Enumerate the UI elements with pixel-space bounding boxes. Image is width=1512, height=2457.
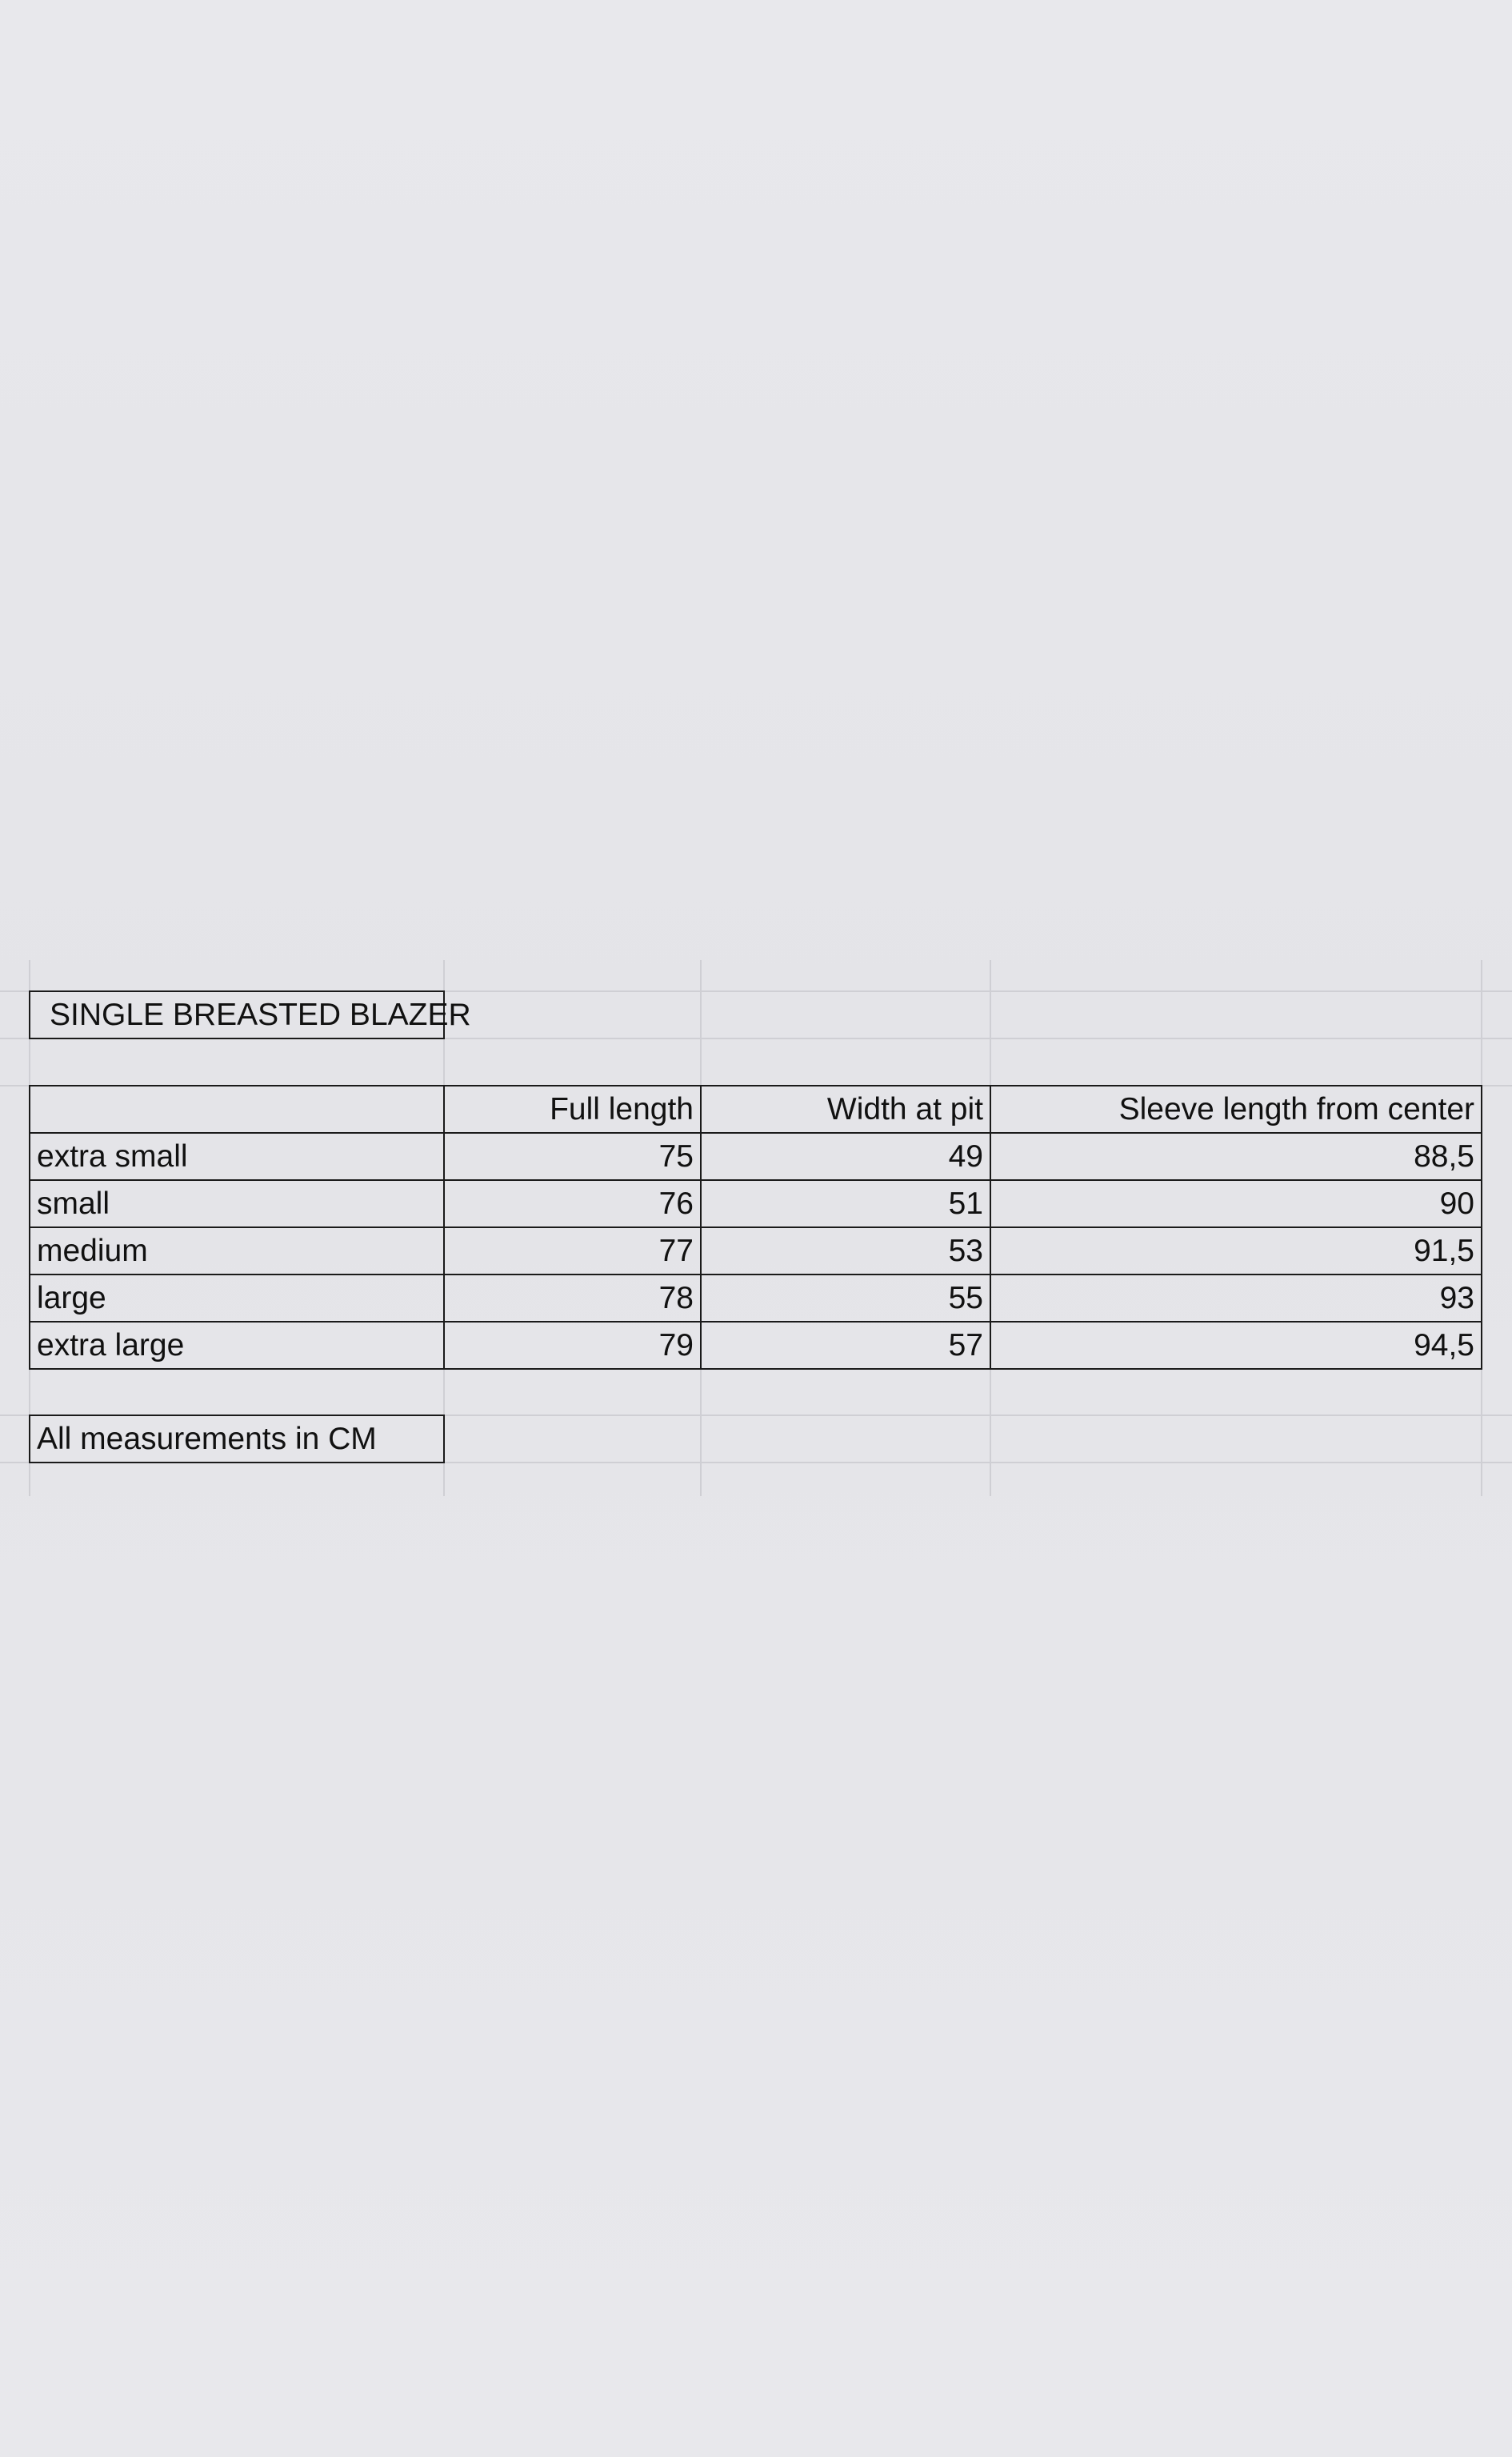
sleeve-length-cell[interactable]: 91,5 [990,1226,1482,1275]
header-cell-empty[interactable] [29,1085,445,1134]
width-at-pit-cell[interactable]: 49 [700,1132,991,1181]
size-cell[interactable]: extra large [29,1321,445,1370]
sheet-title-cell[interactable]: SINGLE BREASTED BLAZER [29,990,445,1039]
header-cell-width-at-pit[interactable]: Width at pit [700,1085,991,1134]
width-at-pit-cell[interactable]: 57 [700,1321,991,1370]
sleeve-length-cell[interactable]: 94,5 [990,1321,1482,1370]
sleeve-length-cell[interactable]: 88,5 [990,1132,1482,1181]
size-cell[interactable]: extra small [29,1132,445,1181]
full-length-cell[interactable]: 78 [443,1274,702,1323]
size-cell[interactable]: large [29,1274,445,1323]
width-at-pit-cell[interactable]: 51 [700,1179,991,1228]
sleeve-length-cell[interactable]: 93 [990,1274,1482,1323]
full-length-cell[interactable]: 76 [443,1179,702,1228]
measurement-note-cell[interactable]: All measurements in CM [29,1415,445,1463]
size-cell[interactable]: medium [29,1226,445,1275]
header-cell-full-length[interactable]: Full length [443,1085,702,1134]
full-length-cell[interactable]: 79 [443,1321,702,1370]
full-length-cell[interactable]: 75 [443,1132,702,1181]
full-length-cell[interactable]: 77 [443,1226,702,1275]
size-cell[interactable]: small [29,1179,445,1228]
sleeve-length-cell[interactable]: 90 [990,1179,1482,1228]
width-at-pit-cell[interactable]: 55 [700,1274,991,1323]
width-at-pit-cell[interactable]: 53 [700,1226,991,1275]
spreadsheet-area [0,960,1512,1496]
header-cell-sleeve-length[interactable]: Sleeve length from center [990,1085,1482,1134]
